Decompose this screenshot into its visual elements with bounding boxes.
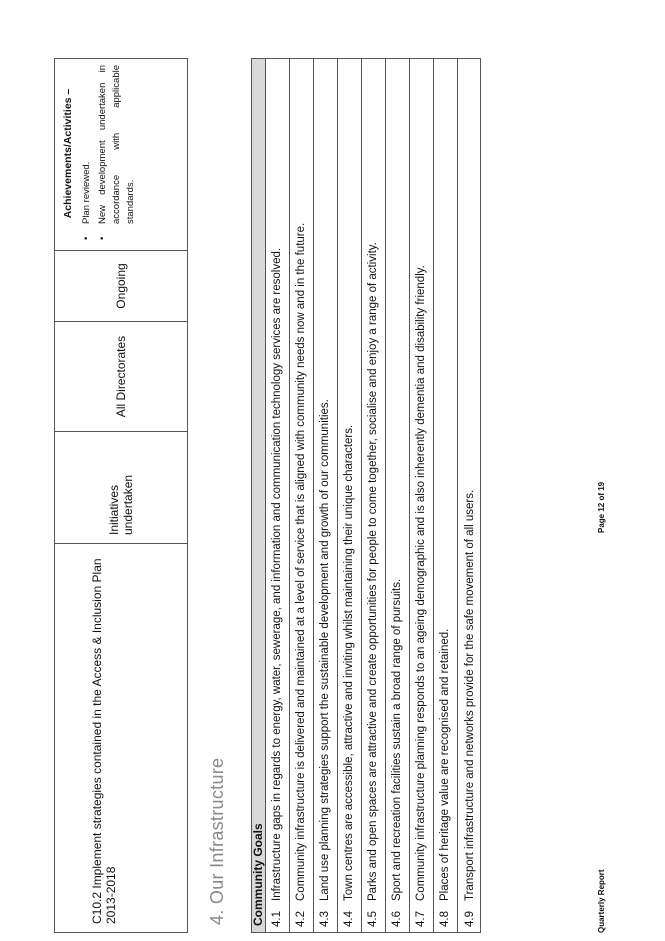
goal-number: 4.3: [319, 911, 332, 927]
goal-number: 4.5: [367, 911, 380, 927]
community-goals-table: [251, 58, 481, 933]
measure-cell: Initiatives undertaken: [55, 431, 187, 543]
goal-number: 4.7: [415, 911, 428, 927]
goal-number: 4.6: [391, 911, 404, 927]
goal-text: Infrastructure gaps in regards to energy, water, sewerage, and information and communication technology services are resolved.: [271, 247, 284, 901]
footer-report-title: Quarterly Report: [597, 869, 606, 933]
goal-row: [362, 59, 386, 932]
achievements-title: Achievements/Activities –: [62, 88, 74, 219]
initiative-table: [54, 58, 188, 933]
achievement-item: • New development undertaken in accordance with applicable standards.: [96, 65, 138, 242]
community-goals-header: Community Goals: [252, 59, 266, 932]
timeframe-cell: Ongoing: [55, 250, 187, 321]
achievements-cell: [55, 57, 187, 250]
goal-text: Community infrastructure is delivered and maintained at a level of service that is aligned with community needs now and in the future.: [295, 222, 308, 901]
goal-text: Parks and open spaces are attractive and create opportunities for people to come together, socialise and enjoy a range of activity.: [367, 242, 380, 901]
goal-number: 4.4: [343, 911, 356, 927]
goal-number: 4.9: [463, 911, 476, 927]
achievement-item: • Plan reviewed.: [80, 65, 94, 242]
goal-text: Sport and recreation facilities sustain a broad range of pursuits.: [391, 578, 404, 901]
footer-page-number: Page 12 of 19: [597, 481, 606, 533]
goal-text: Community infrastructure planning responds to an ageing demographic and is also inherently dementia and disability friendly.: [415, 265, 428, 901]
goal-row: [314, 59, 338, 932]
goal-number: 4.1: [271, 911, 284, 927]
goal-row: [458, 59, 482, 932]
goal-number: 4.8: [439, 911, 452, 927]
goal-row: [338, 59, 362, 932]
goal-number: 4.2: [295, 911, 308, 927]
section-heading: 4. Our Infrastructure: [207, 757, 227, 925]
goal-text: Town centres are accessible, attractive and inviting whilst maintaining their unique characters.: [343, 424, 356, 901]
goal-row: [434, 59, 458, 932]
goal-row: [290, 59, 314, 932]
goal-row: [266, 59, 290, 932]
responsibility-cell: All Directorates: [55, 321, 187, 431]
goal-row: [410, 59, 434, 932]
goal-text: Places of heritage value are recognised and retained.: [439, 628, 452, 901]
strategy-cell: C10.2 Implement strategies contained in the Access & Inclusion Plan 2013-2018: [55, 543, 187, 932]
achievements-list: [78, 65, 140, 242]
goal-row: [386, 59, 410, 932]
goal-text: Transport infrastructure and networks provide for the safe movement of all users.: [463, 489, 476, 901]
goal-text: Land use planning strategies support the sustainable development and growth of our communities.: [319, 399, 332, 901]
